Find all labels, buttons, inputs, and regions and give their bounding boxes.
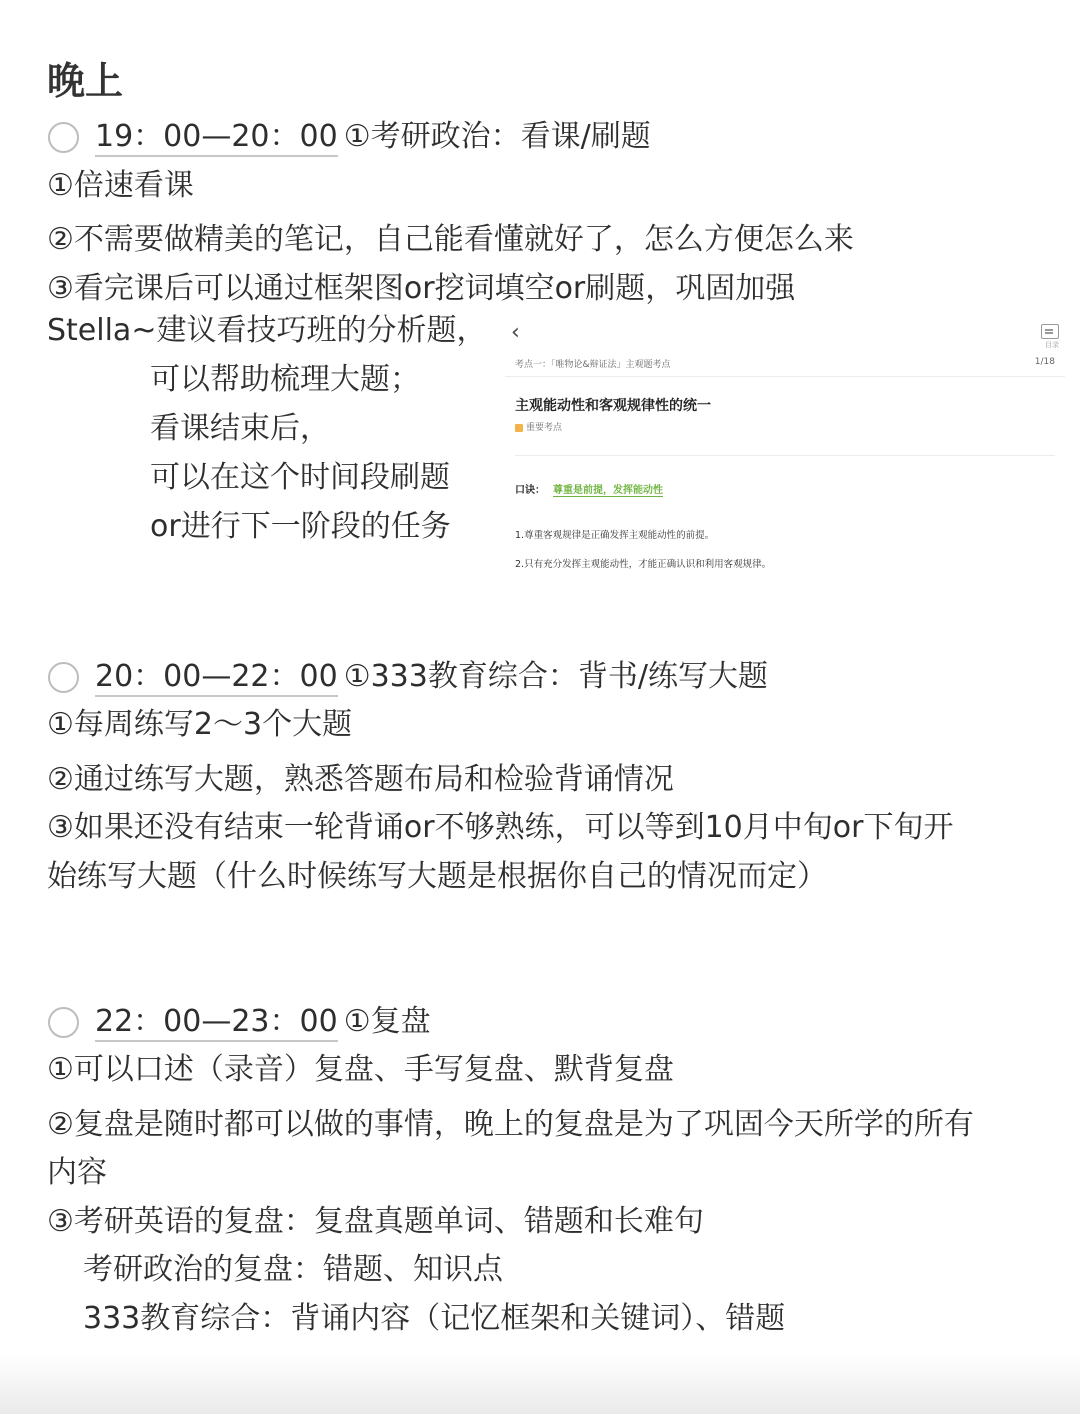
list-item: ③看完课后可以通过框架图or挖词填空or刷题，巩固加强 [47, 271, 796, 306]
list-item: ③如果还没有结束一轮背诵or不够熟练，可以等到10月中旬or下旬开 [47, 810, 954, 845]
embedded-screenshot [505, 318, 1065, 583]
tip-line: 可以帮助梳理大题； [150, 362, 420, 397]
todo-checkbox-2[interactable] [48, 662, 79, 693]
time-range: 22：00—23：00 [95, 1004, 338, 1042]
mnemonic-value: 尊重是前提，发挥能动性 [553, 485, 663, 496]
divider [505, 376, 1065, 377]
list-item: ②通过练写大题，熟悉答题布局和检验背诵情况 [47, 762, 674, 797]
directory-icon[interactable] [1041, 324, 1059, 339]
todo-checkbox-3[interactable] [48, 1007, 79, 1038]
divider [515, 455, 1055, 456]
card-line-2: 2.只有充分发挥主观能动性，才能正确认识和利用客观规律。 [515, 559, 772, 570]
todo-heading-1 [95, 117, 651, 157]
card-heading: 主观能动性和客观规律性的统一 [515, 398, 711, 414]
back-icon[interactable]: ‹ [511, 320, 520, 345]
tip-lead: Stella~建议看技巧班的分析题， [47, 313, 487, 348]
tip-line: 可以在这个时间段刷题 [150, 460, 450, 495]
tag-label: 重要考点 [526, 423, 563, 433]
directory-label: 目录 [1045, 341, 1059, 349]
tag [515, 420, 562, 433]
todo-heading-2 [95, 657, 768, 697]
mnemonic-label: 口诀： [515, 485, 545, 496]
page-indicator: 1/18 [1034, 357, 1055, 367]
tip-line: or进行下一阶段的任务 [150, 509, 451, 544]
list-item: ②不需要做精美的笔记，自己能看懂就好了，怎么方便怎么来 [47, 222, 854, 257]
card-line-1: 1.尊重客观规律是正确发挥主观能动性的前提。 [515, 530, 715, 541]
mnemonic [515, 481, 663, 496]
breadcrumb: 考点一：「唯物论&辩证法」主观题考点 [515, 360, 671, 370]
task-label: ①考研政治：看课/刷题 [343, 119, 651, 154]
list-item: 考研政治的复盘：错题、知识点 [83, 1252, 503, 1287]
list-item: ③考研英语的复盘：复盘真题单词、错题和长难句 [47, 1204, 704, 1239]
time-range: 19：00—20：00 [95, 119, 338, 157]
list-item: ①每周练写2～3个大题 [47, 707, 353, 742]
page-title: 晚上 [47, 59, 124, 103]
list-item: ①倍速看课 [47, 168, 194, 203]
tip-line: 看课结束后， [150, 411, 330, 446]
time-range: 20：00—22：00 [95, 659, 338, 697]
todo-heading-3 [95, 1002, 431, 1042]
todo-checkbox-1[interactable] [48, 122, 79, 153]
list-item: 始练写大题（什么时候练写大题是根据你自己的情况而定） [47, 859, 827, 894]
list-item: ①可以口述（录音）复盘、手写复盘、默背复盘 [47, 1052, 674, 1087]
bottom-fade [0, 1354, 1080, 1414]
list-item: 333教育综合：背诵内容（记忆框架和关键词）、错题 [83, 1301, 786, 1336]
tag-icon [515, 424, 523, 432]
list-item: ②复盘是随时都可以做的事情，晚上的复盘是为了巩固今天所学的所有 [47, 1107, 974, 1142]
task-label: ①复盘 [343, 1004, 431, 1039]
task-label: ①333教育综合：背书/练写大题 [343, 659, 768, 694]
list-item: 内容 [47, 1155, 107, 1190]
